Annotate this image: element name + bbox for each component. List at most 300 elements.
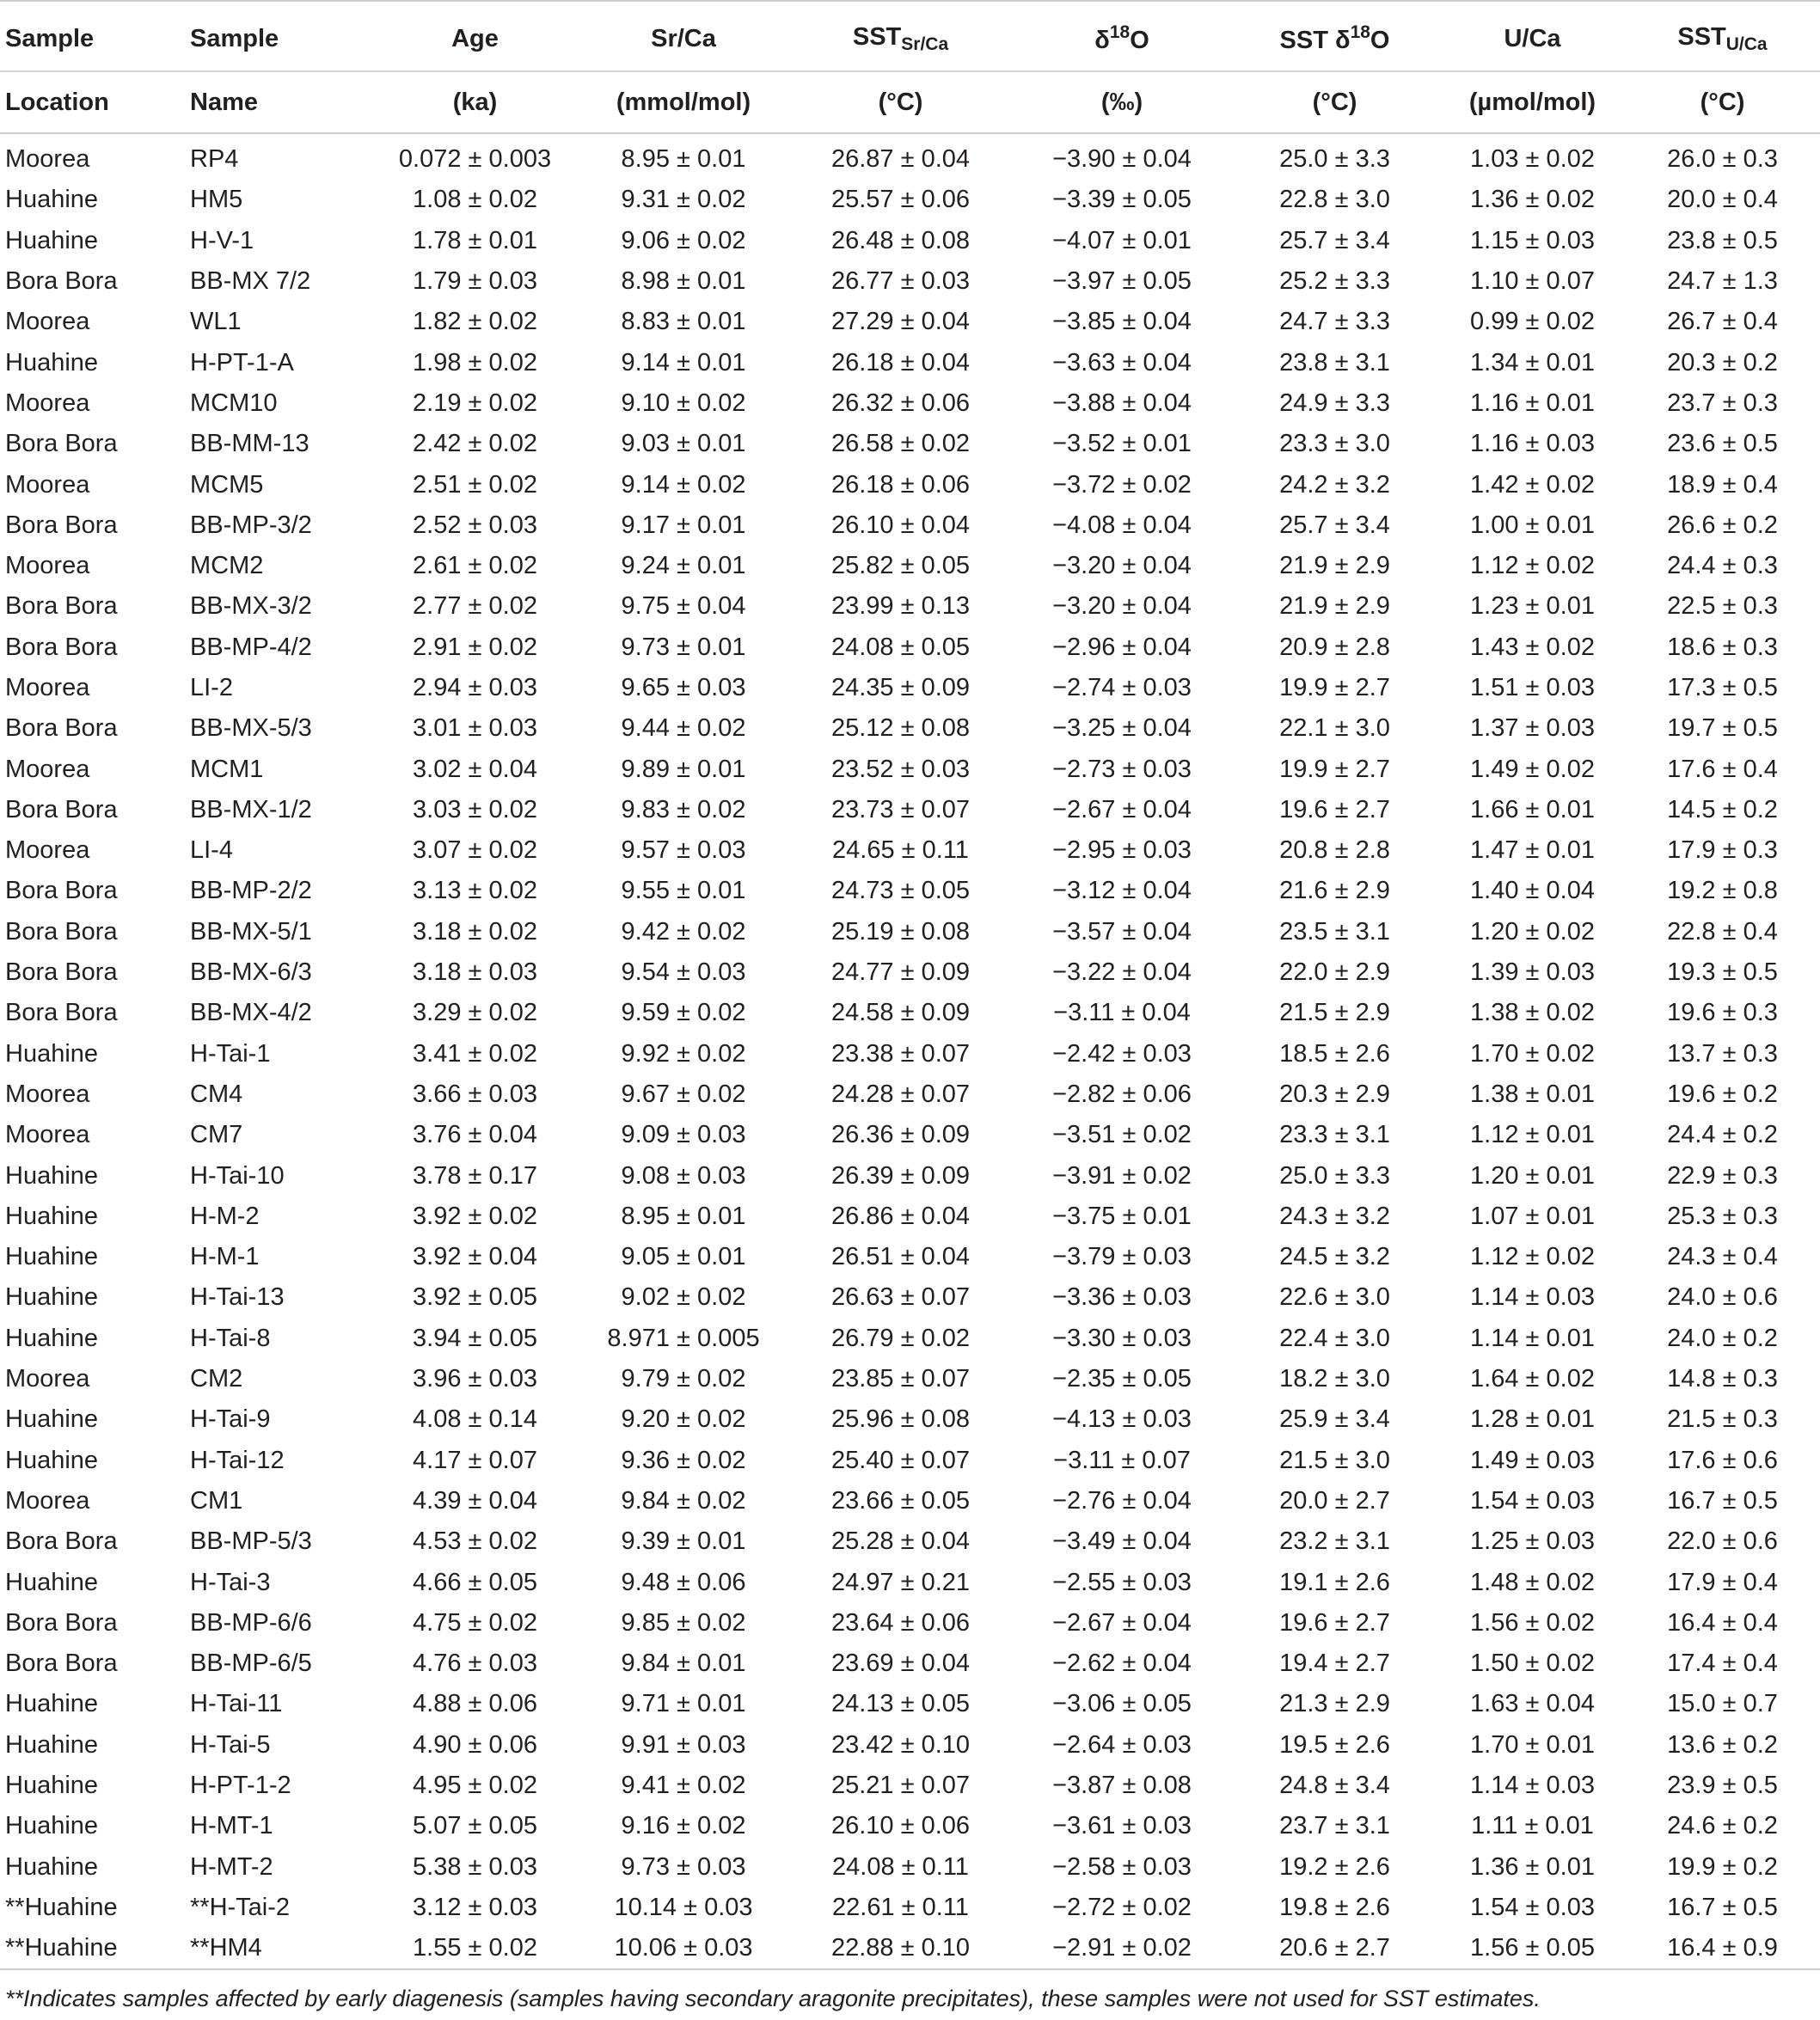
cell-sample-name: LI-4: [190, 836, 233, 865]
cell-u-ca: 1.03 ± 0.02: [1470, 145, 1595, 174]
table-row: [0, 1277, 1820, 1318]
cell-u-ca: 1.49 ± 0.02: [1470, 755, 1595, 783]
cell-sr-ca: 9.92 ± 0.02: [621, 1039, 746, 1068]
cell-sr-ca: 9.06 ± 0.02: [621, 226, 746, 254]
cell-sst-delta-18o: 25.0 ± 3.3: [1279, 1161, 1390, 1190]
cell-sst-u-ca: 17.9 ± 0.4: [1667, 1568, 1778, 1596]
cell-u-ca: 1.43 ± 0.02: [1470, 633, 1595, 661]
cell-location: **Huahine: [0, 1928, 185, 1969]
cell-u-ca: 1.14 ± 0.03: [1470, 1772, 1595, 1800]
header-text: U/Ca: [1504, 24, 1561, 52]
cell-location: Moorea: [5, 674, 90, 701]
cell-sr-ca: 9.83 ± 0.02: [621, 795, 746, 823]
cell-sst-delta-18o: 23.3 ± 3.1: [1279, 1121, 1390, 1149]
cell-sst-delta-18o: 19.5 ± 2.6: [1279, 1730, 1390, 1759]
cell-sample-name: **H-Tai-2: [190, 1893, 291, 1921]
cell-age: 3.02 ± 0.04: [413, 755, 537, 783]
cell-u-ca: 1.70 ± 0.01: [1470, 1730, 1595, 1759]
cell-sst-delta-18o: 19.9 ± 2.7: [1279, 755, 1390, 783]
table-row: [0, 1521, 1820, 1562]
cell-sst-sr-ca: 25.40 ± 0.07: [830, 1446, 971, 1474]
table-row: [0, 221, 1820, 261]
cell-sst-sr-ca: 24.28 ± 0.07: [830, 1080, 971, 1108]
cell-sst-u-ca: 22.9 ± 0.3: [1667, 1161, 1778, 1190]
cell-sst-u-ca: 17.6 ± 0.6: [1667, 1446, 1778, 1474]
cell-sr-ca: 9.03 ± 0.01: [621, 430, 746, 458]
cell-sst-u-ca: 23.7 ± 0.3: [1667, 389, 1778, 417]
cell-delta-18o: −3.22 ± 0.04: [1052, 958, 1192, 987]
table-row: [0, 1928, 1820, 1969]
table-row: [0, 1399, 1820, 1440]
cell-sample-name: BB-MX-4/2: [190, 999, 312, 1027]
cell-age: 1.55 ± 0.02: [370, 1928, 580, 1969]
header-u-ca: [1440, 1, 1625, 71]
cell-sst-u-ca: 24.0 ± 0.6: [1667, 1283, 1778, 1312]
table-row: [0, 1481, 1820, 1521]
cell-sr-ca: 9.02 ± 0.02: [621, 1283, 746, 1312]
cell-sst-delta-18o: 23.3 ± 3.0: [1279, 430, 1390, 458]
cell-sr-ca: 9.36 ± 0.02: [621, 1446, 746, 1474]
header-sample-name: [185, 1, 370, 71]
cell-location: **Huahine: [5, 1893, 118, 1921]
table-row: [0, 505, 1820, 546]
cell-sample-name: BB-MP-6/5: [190, 1650, 312, 1678]
cell-sr-ca: 8.95 ± 0.01: [621, 145, 746, 174]
cell-u-ca: 1.56 ± 0.05: [1440, 1928, 1625, 1969]
cell-delta-18o: −4.07 ± 0.01: [1052, 226, 1192, 254]
cell-sst-u-ca: 17.3 ± 0.5: [1667, 674, 1778, 701]
cell-sst-delta-18o: 24.8 ± 3.4: [1279, 1772, 1390, 1800]
cell-location: Bora Bora: [5, 877, 118, 905]
cell-sst-delta-18o: 23.5 ± 3.1: [1279, 917, 1390, 946]
cell-location: Huahine: [5, 226, 99, 254]
cell-u-ca: 1.12 ± 0.02: [1470, 1243, 1595, 1271]
table-row: [0, 1846, 1820, 1887]
table-row: [0, 1197, 1820, 1237]
cell-sample-name: H-Tai-12: [190, 1446, 285, 1474]
cell-u-ca: 1.36 ± 0.02: [1470, 186, 1595, 214]
cell-u-ca: 1.64 ± 0.02: [1470, 1365, 1595, 1393]
cell-sample-name: H-Tai-11: [190, 1690, 283, 1718]
header-age: [370, 1, 580, 71]
cell-sst-sr-ca: 26.18 ± 0.06: [830, 470, 971, 499]
cell-sst-delta-18o: 21.9 ± 2.9: [1279, 552, 1390, 580]
cell-sst-delta-18o: 20.6 ± 2.7: [1229, 1928, 1440, 1969]
cell-sst-sr-ca: 23.69 ± 0.04: [830, 1650, 971, 1678]
cell-sample-name: CM7: [190, 1121, 243, 1149]
table-row: [0, 1806, 1820, 1846]
cell-sr-ca: 9.10 ± 0.02: [621, 389, 746, 417]
cell-delta-18o: −2.67 ± 0.04: [1052, 795, 1192, 823]
cell-u-ca: 1.63 ± 0.04: [1470, 1690, 1595, 1718]
cell-sst-u-ca: 20.3 ± 0.2: [1667, 348, 1778, 376]
cell-sst-u-ca: 18.9 ± 0.4: [1667, 470, 1778, 499]
cell-u-ca: 1.37 ± 0.03: [1470, 714, 1595, 743]
header-text: SST: [852, 22, 902, 51]
cell-sample-name: BB-MP-5/3: [190, 1527, 312, 1556]
cell-sample-name: MCM5: [190, 470, 264, 499]
cell-u-ca: 1.23 ± 0.01: [1470, 592, 1595, 621]
cell-sst-delta-18o: 23.7 ± 3.1: [1279, 1812, 1390, 1840]
cell-age: 1.98 ± 0.02: [413, 348, 537, 376]
cell-sample-name: CM1: [190, 1486, 243, 1515]
table-row: [0, 1359, 1820, 1399]
cell-sst-delta-18o: 19.9 ± 2.7: [1279, 674, 1390, 701]
cell-u-ca: 1.36 ± 0.01: [1470, 1852, 1595, 1881]
cell-age: 4.88 ± 0.06: [413, 1690, 537, 1718]
cell-delta-18o: −3.72 ± 0.02: [1052, 470, 1192, 499]
cell-sst-sr-ca: 24.35 ± 0.09: [830, 674, 971, 701]
table-row: [0, 749, 1820, 789]
table-row: [0, 993, 1820, 1033]
table-row: [0, 1319, 1820, 1359]
cell-age: 4.95 ± 0.02: [413, 1772, 537, 1800]
header-text: Sr/Ca: [651, 24, 716, 52]
header-unit: (°C): [1229, 71, 1440, 133]
cell-delta-18o: −2.74 ± 0.03: [1052, 674, 1192, 701]
cell-sst-delta-18o: 24.7 ± 3.3: [1279, 308, 1390, 336]
cell-sst-u-ca: 16.4 ± 0.4: [1667, 1608, 1778, 1637]
cell-location: Bora Bora: [5, 1650, 118, 1678]
table-row: [0, 586, 1820, 627]
table-row: [0, 302, 1820, 342]
cell-sst-u-ca: 17.6 ± 0.4: [1667, 755, 1778, 783]
cell-delta-18o: −3.91 ± 0.02: [1052, 1161, 1192, 1190]
cell-sst-delta-18o: 19.6 ± 2.7: [1279, 1608, 1390, 1637]
cell-sst-u-ca: 19.9 ± 0.2: [1667, 1852, 1778, 1881]
cell-age: 2.91 ± 0.02: [413, 633, 537, 661]
cell-delta-18o: −2.35 ± 0.05: [1052, 1365, 1192, 1393]
table-row: [0, 464, 1820, 505]
cell-sample-name: H-Tai-3: [190, 1568, 271, 1596]
cell-sample-name: BB-MX-6/3: [190, 958, 312, 987]
cell-delta-18o: −3.11 ± 0.04: [1053, 999, 1191, 1027]
cell-sr-ca: 8.98 ± 0.01: [621, 267, 746, 296]
cell-sst-u-ca: 26.7 ± 0.4: [1667, 308, 1778, 336]
cell-location: Bora Bora: [5, 1608, 118, 1637]
cell-sample-name: H-Tai-13: [190, 1283, 285, 1312]
cell-sr-ca: 9.55 ± 0.01: [621, 877, 746, 905]
cell-sr-ca: 10.06 ± 0.03: [580, 1928, 787, 1969]
header-superscript: 18: [1109, 22, 1131, 42]
cell-delta-18o: −3.79 ± 0.03: [1052, 1243, 1192, 1271]
cell-sst-u-ca: 24.0 ± 0.2: [1667, 1324, 1778, 1352]
cell-location: Bora Bora: [5, 917, 118, 946]
cell-sample-name: MCM10: [190, 389, 278, 417]
cell-location: Moorea: [5, 1080, 90, 1108]
cell-sst-sr-ca: 25.82 ± 0.05: [830, 552, 971, 580]
cell-sst-sr-ca: 25.57 ± 0.06: [830, 186, 971, 214]
table-row: [0, 1034, 1820, 1074]
cell-sr-ca: 9.31 ± 0.02: [621, 186, 746, 214]
cell-u-ca: 1.51 ± 0.03: [1470, 674, 1595, 701]
table-row: [0, 1684, 1820, 1724]
cell-delta-18o: −2.67 ± 0.04: [1052, 1608, 1192, 1637]
cell-location: Moorea: [5, 308, 90, 336]
cell-sst-sr-ca: 23.64 ± 0.06: [830, 1608, 971, 1637]
cell-sst-u-ca: 20.0 ± 0.4: [1667, 186, 1778, 214]
cell-sr-ca: 9.20 ± 0.02: [621, 1405, 746, 1434]
cell-age: 3.03 ± 0.02: [413, 795, 537, 823]
cell-u-ca: 1.28 ± 0.01: [1470, 1405, 1595, 1434]
cell-delta-18o: −2.58 ± 0.03: [1052, 1852, 1192, 1881]
cell-sst-delta-18o: 24.5 ± 3.2: [1279, 1243, 1390, 1271]
cell-sst-sr-ca: 26.79 ± 0.02: [830, 1324, 971, 1352]
cell-location: Huahine: [5, 1446, 99, 1474]
cell-sst-delta-18o: 25.9 ± 3.4: [1279, 1405, 1390, 1434]
cell-u-ca: 1.66 ± 0.01: [1470, 795, 1595, 823]
cell-sr-ca: 8.971 ± 0.005: [607, 1324, 760, 1352]
cell-sst-sr-ca: 26.10 ± 0.04: [830, 511, 971, 539]
cell-location: Moorea: [5, 836, 90, 865]
cell-delta-18o: −4.13 ± 0.03: [1052, 1405, 1192, 1434]
cell-age: 3.92 ± 0.02: [413, 1202, 537, 1230]
cell-sst-sr-ca: 25.21 ± 0.07: [830, 1772, 971, 1800]
cell-sst-delta-18o: 18.5 ± 2.6: [1279, 1039, 1390, 1068]
cell-u-ca: 1.70 ± 0.02: [1470, 1039, 1595, 1068]
cell-age: 4.17 ± 0.07: [413, 1446, 537, 1474]
cell-sr-ca: 8.95 ± 0.01: [621, 1202, 746, 1230]
cell-sst-sr-ca: 23.73 ± 0.07: [830, 795, 971, 823]
cell-u-ca: 1.20 ± 0.01: [1470, 1161, 1595, 1190]
cell-sst-u-ca: 15.0 ± 0.7: [1667, 1690, 1778, 1718]
cell-sst-sr-ca: 23.38 ± 0.07: [830, 1039, 971, 1068]
cell-location: Bora Bora: [5, 999, 118, 1027]
header-row-2: [0, 71, 1820, 133]
cell-location: Moorea: [5, 389, 90, 417]
header-subscript: U/Ca: [1725, 34, 1768, 54]
cell-sst-delta-18o: 21.5 ± 3.0: [1279, 1446, 1390, 1474]
cell-sample-name: HM5: [190, 186, 243, 214]
cell-sst-delta-18o: 25.2 ± 3.3: [1279, 267, 1390, 296]
cell-sst-u-ca: 17.4 ± 0.4: [1667, 1650, 1778, 1678]
cell-delta-18o: −3.36 ± 0.03: [1052, 1283, 1192, 1312]
cell-sst-delta-18o: 25.0 ± 3.3: [1279, 145, 1390, 174]
cell-sr-ca: 9.89 ± 0.01: [621, 755, 746, 783]
cell-age: 3.18 ± 0.02: [413, 917, 537, 946]
table-row: [0, 342, 1820, 383]
cell-u-ca: 1.10 ± 0.07: [1470, 267, 1595, 296]
cell-location: Moorea: [5, 1121, 90, 1149]
cell-sr-ca: 9.57 ± 0.03: [621, 836, 746, 865]
cell-u-ca: 1.47 ± 0.01: [1470, 836, 1595, 865]
cell-sst-delta-18o: 22.4 ± 3.0: [1279, 1324, 1390, 1352]
cell-sst-u-ca: 24.4 ± 0.2: [1667, 1121, 1778, 1149]
cell-age: 3.12 ± 0.03: [413, 1893, 537, 1921]
cell-sst-delta-18o: 20.3 ± 2.9: [1279, 1080, 1390, 1108]
cell-sst-sr-ca: 23.42 ± 0.10: [830, 1730, 971, 1759]
cell-age: 3.01 ± 0.03: [413, 714, 537, 743]
cell-sst-u-ca: 22.5 ± 0.3: [1667, 592, 1778, 621]
cell-sr-ca: 9.41 ± 0.02: [621, 1772, 746, 1800]
cell-u-ca: 1.20 ± 0.02: [1470, 917, 1595, 946]
cell-sst-sr-ca: 26.63 ± 0.07: [830, 1283, 971, 1312]
cell-u-ca: 1.48 ± 0.02: [1470, 1568, 1595, 1596]
cell-sst-sr-ca: 26.36 ± 0.09: [830, 1121, 971, 1149]
table-header: [0, 1, 1820, 133]
table-row: [0, 1155, 1820, 1196]
header-unit: (‰): [1014, 71, 1229, 133]
cell-age: 2.19 ± 0.02: [413, 389, 537, 417]
cell-u-ca: 1.15 ± 0.03: [1470, 226, 1595, 254]
cell-sst-u-ca: 23.8 ± 0.5: [1667, 226, 1778, 254]
cell-sst-u-ca: 25.3 ± 0.3: [1667, 1202, 1778, 1230]
header-sample-location: [0, 1, 185, 71]
cell-age: 1.78 ± 0.01: [413, 226, 537, 254]
cell-sst-delta-18o: 20.9 ± 2.8: [1279, 633, 1390, 661]
cell-sst-u-ca: 19.3 ± 0.5: [1667, 958, 1778, 987]
cell-location: Moorea: [5, 1365, 90, 1393]
table-row: [0, 668, 1820, 708]
cell-sst-sr-ca: 24.97 ± 0.21: [830, 1568, 971, 1596]
cell-age: 2.94 ± 0.03: [413, 674, 537, 701]
cell-location: Huahine: [5, 1202, 99, 1230]
cell-location: Moorea: [5, 755, 90, 783]
cell-location: Huahine: [5, 1405, 99, 1434]
cell-sample-name: H-PT-1-A: [190, 348, 294, 376]
cell-sst-u-ca: 16.7 ± 0.5: [1667, 1893, 1778, 1921]
cell-sst-u-ca: 24.4 ± 0.3: [1667, 552, 1778, 580]
table-row: [0, 830, 1820, 871]
cell-sst-delta-18o: 22.0 ± 2.9: [1279, 958, 1390, 987]
cell-sst-sr-ca: 26.32 ± 0.06: [830, 389, 971, 417]
table-row: [0, 1766, 1820, 1806]
cell-sst-u-ca: 14.5 ± 0.2: [1667, 795, 1778, 823]
cell-location: Huahine: [5, 1324, 99, 1352]
cell-location: Bora Bora: [5, 511, 118, 539]
cell-age: 3.76 ± 0.04: [413, 1121, 537, 1149]
cell-location: Huahine: [5, 186, 99, 214]
cell-sample-name: MCM2: [190, 552, 264, 580]
cell-sr-ca: 9.24 ± 0.01: [621, 552, 746, 580]
cell-delta-18o: −3.88 ± 0.04: [1052, 389, 1192, 417]
header-text: Sample: [190, 24, 279, 52]
header-sst-delta-18o: [1229, 1, 1440, 71]
cell-u-ca: 1.11 ± 0.01: [1471, 1812, 1594, 1840]
table-footnote: **Indicates samples affected by early diagenesis (samples having secondary aragonite precipitates), these samples were not used for SST estimates.: [5, 1986, 1541, 2011]
cell-delta-18o: −2.95 ± 0.03: [1052, 836, 1192, 865]
cell-location: Bora Bora: [5, 958, 118, 987]
cell-sst-delta-18o: 19.8 ± 2.6: [1279, 1893, 1390, 1921]
cell-location: Huahine: [5, 1772, 99, 1800]
cell-sst-u-ca: 16.4 ± 0.9: [1625, 1928, 1820, 1969]
table-row: [0, 1074, 1820, 1115]
cell-sample-name: BB-MP-4/2: [190, 633, 312, 661]
cell-sr-ca: 9.54 ± 0.03: [621, 958, 746, 987]
cell-sst-u-ca: 24.6 ± 0.2: [1667, 1812, 1778, 1840]
cell-delta-18o: −3.11 ± 0.07: [1053, 1446, 1191, 1474]
cell-sst-u-ca: 22.0 ± 0.6: [1667, 1527, 1778, 1556]
cell-sr-ca: 9.71 ± 0.01: [621, 1690, 746, 1718]
cell-age: 4.08 ± 0.14: [413, 1405, 537, 1434]
cell-sr-ca: 9.39 ± 0.01: [621, 1527, 746, 1556]
cell-u-ca: 1.16 ± 0.03: [1470, 430, 1595, 458]
header-sr-ca: [580, 1, 787, 71]
cell-age: 3.78 ± 0.17: [413, 1161, 537, 1190]
cell-sst-sr-ca: 25.96 ± 0.08: [830, 1405, 971, 1434]
cell-sst-u-ca: 14.8 ± 0.3: [1667, 1365, 1778, 1393]
cell-sst-u-ca: 23.9 ± 0.5: [1667, 1772, 1778, 1800]
table-row: [0, 1237, 1820, 1277]
cell-sample-name: BB-MX-5/1: [190, 917, 312, 946]
cell-sst-u-ca: 23.6 ± 0.5: [1667, 430, 1778, 458]
cell-sample-name: BB-MX-1/2: [190, 795, 312, 823]
cell-delta-18o: −3.20 ± 0.04: [1052, 592, 1192, 621]
cell-sr-ca: 9.17 ± 0.01: [621, 511, 746, 539]
cell-location: Bora Bora: [5, 430, 118, 458]
cell-sst-sr-ca: 23.85 ± 0.07: [830, 1365, 971, 1393]
cell-age: 4.66 ± 0.05: [413, 1568, 537, 1596]
cell-sample-name: H-PT-1-2: [190, 1772, 291, 1800]
cell-delta-18o: −2.96 ± 0.04: [1052, 633, 1192, 661]
table-body: [0, 133, 1820, 1969]
header-text: Sample: [5, 24, 95, 52]
cell-delta-18o: −3.30 ± 0.03: [1052, 1324, 1192, 1352]
cell-sr-ca: 9.73 ± 0.01: [621, 633, 746, 661]
cell-sst-delta-18o: 21.9 ± 2.9: [1279, 592, 1390, 621]
cell-sst-delta-18o: 23.8 ± 3.1: [1279, 348, 1390, 376]
cell-sst-delta-18o: 22.8 ± 3.0: [1279, 186, 1390, 214]
cell-sample-name: BB-MP-2/2: [190, 877, 312, 905]
cell-location: Bora Bora: [5, 1527, 118, 1556]
cell-sample-name: H-Tai-8: [190, 1324, 271, 1352]
cell-delta-18o: −3.25 ± 0.04: [1052, 714, 1192, 743]
cell-delta-18o: −3.87 ± 0.08: [1052, 1772, 1192, 1800]
cell-age: 0.072 ± 0.003: [398, 145, 552, 174]
cell-sample-name: H-MT-1: [190, 1812, 273, 1840]
cell-sst-u-ca: 16.7 ± 0.5: [1667, 1486, 1778, 1515]
cell-sample-name: H-Tai-5: [190, 1730, 271, 1759]
header-unit: Name: [185, 71, 370, 133]
header-text: SST δ: [1279, 27, 1351, 54]
cell-age: 3.94 ± 0.05: [413, 1324, 537, 1352]
cell-sr-ca: 9.75 ± 0.04: [621, 592, 746, 621]
cell-location: Huahine: [5, 1243, 99, 1271]
cell-u-ca: 1.40 ± 0.04: [1470, 877, 1595, 905]
cell-u-ca: 1.54 ± 0.03: [1470, 1893, 1595, 1921]
header-suffix: O: [1370, 27, 1390, 54]
cell-sst-sr-ca: 23.99 ± 0.13: [830, 592, 971, 621]
header-sst-sr-ca: [787, 1, 1014, 71]
cell-sst-u-ca: 24.7 ± 1.3: [1667, 267, 1778, 296]
cell-sr-ca: 8.83 ± 0.01: [621, 308, 746, 336]
cell-delta-18o: −3.49 ± 0.04: [1052, 1527, 1192, 1556]
cell-delta-18o: −3.52 ± 0.01: [1052, 430, 1192, 458]
cell-age: 5.38 ± 0.03: [413, 1852, 537, 1881]
table-row: [0, 180, 1820, 220]
cell-location: Huahine: [5, 1812, 99, 1840]
cell-sst-delta-18o: 22.1 ± 3.0: [1279, 714, 1390, 743]
cell-sr-ca: 9.09 ± 0.03: [621, 1121, 746, 1149]
cell-sr-ca: 9.79 ± 0.02: [621, 1365, 746, 1393]
cell-sst-u-ca: 26.6 ± 0.2: [1667, 511, 1778, 539]
cell-sample-name: H-Tai-9: [190, 1405, 271, 1434]
cell-sst-u-ca: 19.6 ± 0.2: [1667, 1080, 1778, 1108]
cell-sr-ca: 9.14 ± 0.01: [621, 348, 746, 376]
cell-sst-u-ca: 24.3 ± 0.4: [1667, 1243, 1778, 1271]
cell-sample-name: H-V-1: [190, 226, 254, 254]
cell-sst-delta-18o: 22.6 ± 3.0: [1279, 1283, 1390, 1312]
cell-delta-18o: −3.75 ± 0.01: [1052, 1202, 1192, 1230]
cell-sst-u-ca: 19.7 ± 0.5: [1667, 714, 1778, 743]
cell-u-ca: 1.50 ± 0.02: [1470, 1650, 1595, 1678]
cell-sst-sr-ca: 26.51 ± 0.04: [830, 1243, 971, 1271]
cell-sr-ca: 9.42 ± 0.02: [621, 917, 746, 946]
cell-sst-u-ca: 19.2 ± 0.8: [1667, 877, 1778, 905]
cell-sst-sr-ca: 26.58 ± 0.02: [830, 430, 971, 458]
cell-sst-sr-ca: 25.28 ± 0.04: [830, 1527, 971, 1556]
cell-delta-18o: −3.20 ± 0.04: [1052, 552, 1192, 580]
